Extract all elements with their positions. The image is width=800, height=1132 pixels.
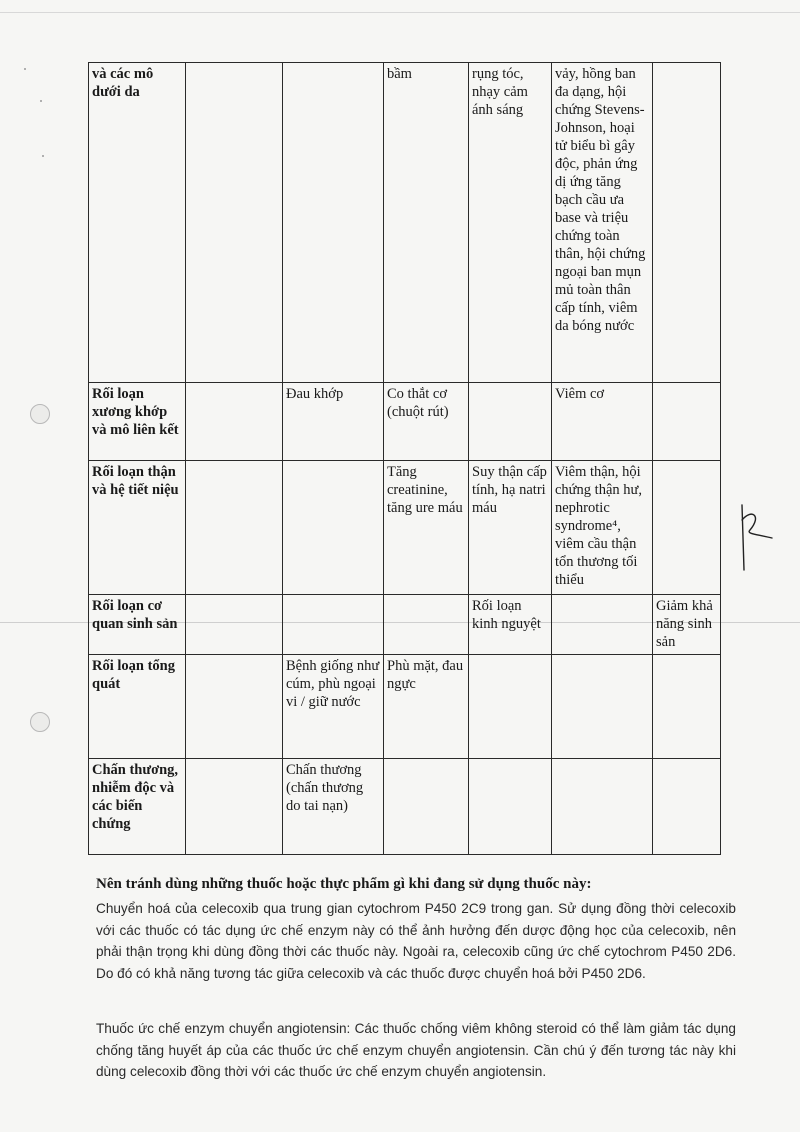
- table-cell: [384, 759, 469, 855]
- table-cell: [283, 461, 384, 595]
- table-cell: [283, 595, 384, 655]
- table-cell: Bệnh giống như cúm, phù ngoại vi / giữ nước: [283, 655, 384, 759]
- page-top-edge: [0, 12, 800, 13]
- table-cell: [283, 63, 384, 383]
- table-cell: [469, 759, 552, 855]
- category-cell: Rối loạn thận và hệ tiết niệu: [89, 461, 186, 595]
- table-row: [89, 461, 721, 595]
- table-cell: Suy thận cấp tính, hạ natri máu: [469, 461, 552, 595]
- punch-hole-upper: [30, 404, 50, 424]
- table-cell: rụng tóc, nhạy cảm ánh sáng: [469, 63, 552, 383]
- paragraph-cyp450: Chuyển hoá của celecoxib qua trung gian cytochrom P450 2C9 trong gan. Sử dụng đồng thời celecoxib với các thuốc có tác dụng ức chế enzym này có thể ảnh hưởng đến dược động học của celecoxib, nên phải thận trọng khi dùng đồng thời các thuốc này. Ngoài ra, celecoxib cũng ức chế cytochrom P450 2D6. Do đó có khả năng tương tác giữa celecoxib và các thuốc được chuyển hoá bởi P450 2D6.: [96, 901, 736, 981]
- punch-hole-lower: [30, 712, 50, 732]
- table-cell: [384, 595, 469, 655]
- scan-speck: [24, 68, 26, 70]
- table-row: [89, 759, 721, 855]
- table-cell: Rối loạn kinh nguyệt: [469, 595, 552, 655]
- category-cell: Rối loạn cơ quan sinh sản: [89, 595, 186, 655]
- category-cell: và các mô dưới da: [89, 63, 186, 383]
- table-cell: [653, 655, 721, 759]
- scan-speck: [42, 155, 44, 157]
- table-cell: [469, 383, 552, 461]
- table-cell: Chấn thương (chấn thương do tai nạn): [283, 759, 384, 855]
- table-cell: [469, 655, 552, 759]
- table-row: [89, 655, 721, 759]
- category-cell: Chấn thương, nhiễm độc và các biến chứng: [89, 759, 186, 855]
- table-cell: vảy, hồng ban đa dạng, hội chứng Stevens-Johnson, hoại tử biểu bì gây độc, phản ứng dị ứng tăng bạch cầu ưa base và triệu chứng toàn thân, hội chứng ngoại ban mụn mủ toàn thân cấp tính, viêm da bóng nước: [552, 63, 653, 383]
- table-cell: [552, 759, 653, 855]
- table-cell: Viêm cơ: [552, 383, 653, 461]
- table-cell: [186, 461, 283, 595]
- section-heading: Nên tránh dùng những thuốc hoặc thực phẩm gì khi đang sử dụng thuốc này:: [96, 876, 592, 892]
- table-row: [89, 595, 721, 655]
- table-cell: Tăng creatinine, tăng ure máu: [384, 461, 469, 595]
- table-cell: [552, 655, 653, 759]
- table-cell: Phù mặt, đau ngực: [384, 655, 469, 759]
- table-cell: [186, 595, 283, 655]
- scan-speck: [40, 100, 42, 102]
- table-cell: Giảm khả năng sinh sản: [653, 595, 721, 655]
- table-cell: Co thắt cơ (chuột rút): [384, 383, 469, 461]
- adverse-reactions-table: [88, 62, 721, 855]
- table-cell: [186, 383, 283, 461]
- table-cell: Viêm thận, hội chứng thận hư, nephrotic syndrome⁴, viêm cầu thận tổn thương tối thiểu: [552, 461, 653, 595]
- table-cell: [186, 63, 283, 383]
- table-cell: [653, 461, 721, 595]
- table-cell: [653, 383, 721, 461]
- table-cell: [552, 595, 653, 655]
- table-cell: bầm: [384, 63, 469, 383]
- table-cell: [186, 655, 283, 759]
- signature-mark: [732, 500, 782, 580]
- paragraph-ace-inhibitors: Thuốc ức chế enzym chuyển angiotensin: Các thuốc chống viêm không steroid có thể làm giảm tác dụng chống tăng huyết áp của các thuốc ức chế enzym chuyển angiotensin. Cần chú ý đến tương tác này khi dùng celecoxib đồng thời với các thuốc ức chế enzym chuyển angiotensin.: [96, 1021, 736, 1079]
- category-cell: Rối loạn xương khớp và mô liên kết: [89, 383, 186, 461]
- table-cell: [186, 759, 283, 855]
- table-cell: [653, 759, 721, 855]
- category-cell: Rối loạn tổng quát: [89, 655, 186, 759]
- table-cell: Đau khớp: [283, 383, 384, 461]
- table-row: [89, 383, 721, 461]
- table-cell: [653, 63, 721, 383]
- table-row: [89, 63, 721, 383]
